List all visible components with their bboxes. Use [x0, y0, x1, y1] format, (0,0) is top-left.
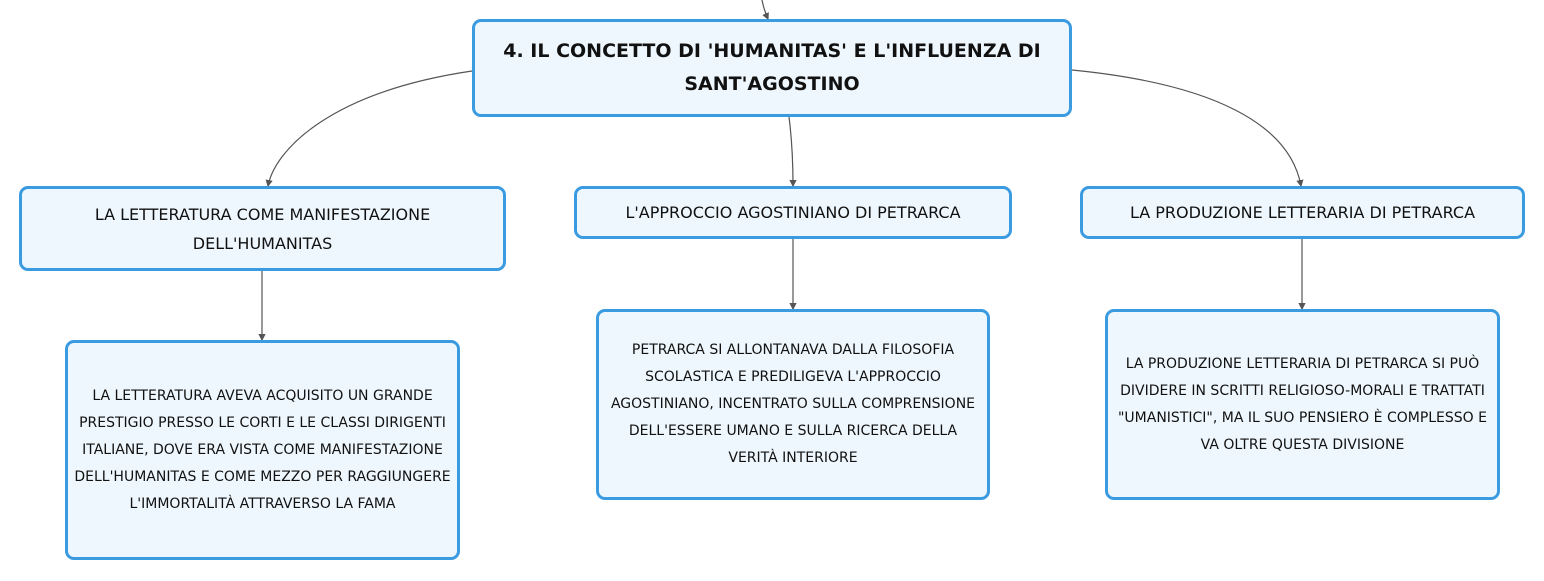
main-topic-node[interactable]: [472, 19, 1072, 117]
branch-label: LA LETTERATURA COME MANIFESTAZIONE DELL'HUMANITAS: [94, 204, 431, 253]
branch-label: L'APPROCCIO AGOSTINIANO DI PETRARCA: [625, 203, 961, 222]
main-topic-label: 4. IL CONCETTO DI 'HUMANITAS' E L'INFLUENZA DI SANT'AGOSTINO: [503, 40, 1041, 95]
branch-node-approccio-agostiniano[interactable]: [574, 186, 1012, 239]
detail-node-approccio-agostiniano[interactable]: [596, 309, 990, 500]
connector-from-parent: [762, 0, 768, 19]
detail-node-letteratura[interactable]: [65, 340, 460, 560]
detail-text: LA LETTERATURA AVEVA ACQUISITO UN GRANDE PRESTIGIO PRESSO LE CORTI E LE CLASSI DIRIGENTI ITALIANE, DOVE ERA VISTA COME MANIFESTAZIONE DELL'HUMANITAS E COME MEZZO PER RAGGIUNGERE L'IMMORTALITÀ ATTRAVERSO LA FAMA: [74, 387, 451, 512]
branch-label: LA PRODUZIONE LETTERARIA DI PETRARCA: [1129, 203, 1476, 222]
connector-main-to-branch-1: [268, 71, 472, 186]
branch-node-produzione-letteraria[interactable]: [1080, 186, 1525, 239]
detail-text: PETRARCA SI ALLONTANAVA DALLA FILOSOFIA SCOLASTICA E PREDILIGEVA L'APPROCCIO AGOSTINIANO, INCENTRATO SULLA COMPRENSIONE DELL'ESSERE UMANO E SULLA RICERCA DELLA VERITÀ INTERIORE: [610, 342, 976, 466]
detail-node-produzione-letteraria[interactable]: [1105, 309, 1500, 500]
connector-main-to-branch-2: [789, 117, 793, 186]
branch-node-letteratura[interactable]: [19, 186, 506, 271]
detail-text: LA PRODUZIONE LETTERARIA DI PETRARCA SI PUÒ DIVIDERE IN SCRITTI RELIGIOSO-MORALI E TRATTATI "UMANISTICI", MA IL SUO PENSIERO È COMPLESSO E VA OLTRE QUESTA DIVISIONE: [1117, 355, 1487, 453]
connector-main-to-branch-3: [1072, 70, 1301, 186]
